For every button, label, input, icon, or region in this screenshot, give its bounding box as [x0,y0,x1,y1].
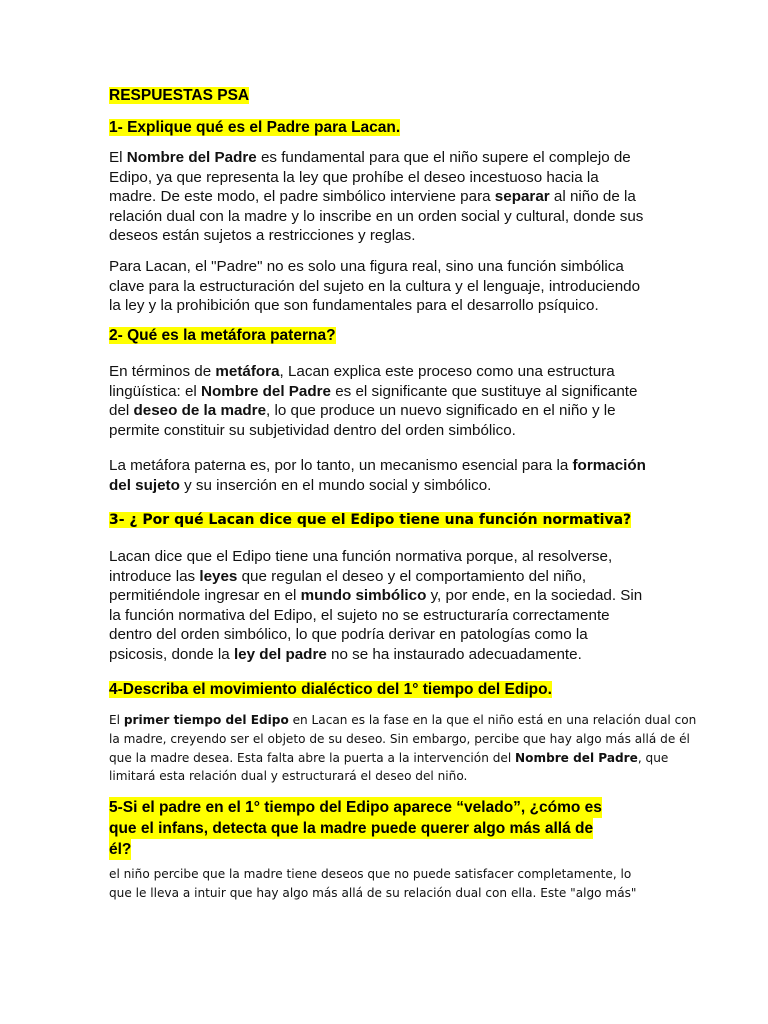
question-2-heading-text: 2- Qué es la metáfora paterna? [109,327,336,344]
question-4-heading-text: 4-Describa el movimiento dialéctico del 1° tiempo del Edipo. [109,681,552,698]
text-line: Para Lacan, el "Padre" no es solo una figura real, sino una función simbólica [109,258,624,275]
text-line: del sujeto y su inserción en el mundo social y simbólico. [109,476,492,494]
answer-2-paragraph-1 [109,362,661,440]
text-line: El Nombre del Padre es fundamental para que el niño supere el complejo de [109,149,631,166]
bold-term: Nombre del Padre [201,382,331,400]
text-line: que le lleva a intuir que hay algo más allá de su relación dual con ella. Este "algo más" [109,885,637,900]
text-line: permite constituir su subjetividad dentro del orden simbólico. [109,421,516,439]
bold-term: Nombre del Padre [126,149,257,166]
title-text: RESPUESTAS PSA [109,87,250,104]
answer-4-paragraph-1 [109,711,697,786]
bold-term: mundo simbólico [300,587,427,604]
question-4-heading [109,679,552,700]
question-5-heading-line: 5-Si el padre en el 1° tiempo del Edipo aparece “velado”, ¿cómo es [109,799,602,816]
answer-3-paragraph-1 [109,547,661,664]
text-line: dentro del orden simbólico, lo que podría derivar en patologías como la [109,626,588,643]
question-2-heading [109,325,336,346]
bold-term: formación [572,457,646,474]
text-line: El primer tiempo del Edipo en Lacan es la fase en la que el niño está en una relación dual con [109,713,697,727]
text-line: relación dual con la madre y lo inscribe en un orden social y cultural, donde sus [109,207,644,225]
question-5-heading-line: que el infans, detecta que la madre puede querer algo más allá de [109,820,594,837]
answer-5-paragraph-1 [109,865,661,903]
text-line: del deseo de la madre, lo que produce un nuevo significado en el niño y le [109,402,616,419]
bold-term: del sujeto [109,476,180,494]
text-line: la función normativa del Edipo, el sujeto no se estructuraría correctamente [109,606,610,624]
text-line: deseos están sujetos a restricciones y reglas. [109,227,416,244]
bold-term: deseo de la madre [133,402,267,419]
document-title [109,85,249,106]
text-line: Edipo, ya que representa la ley que prohíbe el deseo incestuoso hacia la [109,168,599,186]
text-line: La metáfora paterna es, por lo tanto, un mecanismo esencial para la formación [109,457,646,474]
text-line: que la madre desea. Esta falta abre la puerta a la intervención del Nombre del Padre, que [109,750,669,765]
answer-2-paragraph-2 [109,456,661,495]
answer-1-paragraph-2 [109,257,661,316]
bold-term: metáfora [215,363,280,380]
question-5-heading-line: él? [109,841,132,858]
text-line: En términos de metáfora, Lacan explica este proceso como una estructura [109,363,615,380]
text-line: el niño percibe que la madre tiene deseos que no puede satisfacer completamente, lo [109,867,632,881]
bold-term: ley del padre [233,645,327,663]
answer-1-paragraph-1 [109,148,661,246]
bold-term: leyes [199,567,238,585]
text-line: clave para la estructuración del sujeto en la cultura y el lenguaje, introduciendo [109,277,641,295]
text-line: psicosis, donde la ley del padre no se ha instaurado adecuadamente. [109,645,582,663]
question-3-heading-text: 3- ¿ Por qué Lacan dice que el Edipo tiene una función normativa? [109,512,632,528]
question-3-heading [109,510,631,531]
text-line: madre. De este modo, el padre simbólico interviene para separar al niño de la [109,188,636,205]
question-1-heading [109,117,400,138]
text-line: introduce las leyes que regulan el deseo y el comportamiento del niño, [109,567,587,585]
text-line: la madre, creyendo ser el objeto de su deseo. Sin embargo, percibe que hay algo más allá de él [109,731,690,746]
question-1-heading-text: 1- Explique qué es el Padre para Lacan. [109,119,401,136]
text-line: permitiéndole ingresar en el mundo simbólico y, por ende, en la sociedad. Sin [109,587,643,604]
question-5-heading [109,797,661,860]
bold-term: primer tiempo del Edipo [123,713,289,727]
text-line: la ley y la prohibición que son fundamentales para el desarrollo psíquico. [109,297,599,314]
text-line: Lacan dice que el Edipo tiene una función normativa porque, al resolverse, [109,548,613,565]
text-line: limitará esta relación dual y estructurará el deseo del niño. [109,769,468,784]
bold-term: separar [494,188,550,205]
bold-term: Nombre del Padre [515,750,638,765]
text-line: lingüística: el Nombre del Padre es el significante que sustituye al significante [109,382,638,400]
